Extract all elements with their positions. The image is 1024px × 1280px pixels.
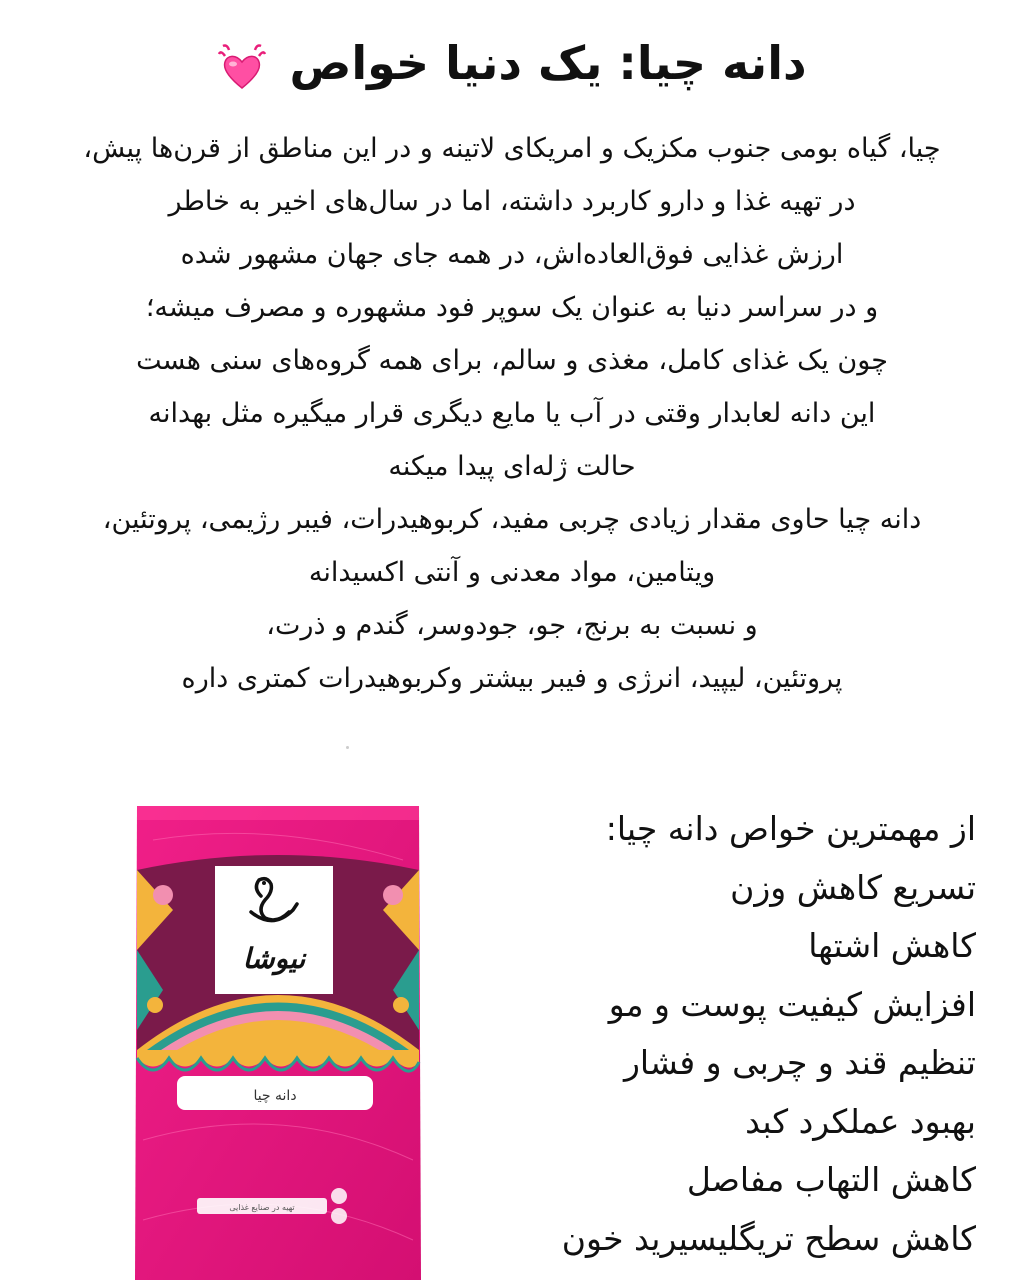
badge-icon xyxy=(331,1208,347,1224)
intro-line: دانه چیا حاوی مقدار زیادی چربی مفید، کربوهیدرات، فیبر رژیمی، پروتئین، xyxy=(102,504,922,535)
small-label: تهیه در صنایع غذایی xyxy=(229,1203,295,1212)
brand-name: نیوشا xyxy=(242,942,306,975)
intro-paragraph xyxy=(12,122,1012,705)
chia-seed-package xyxy=(133,800,423,1280)
title-text: دانه چیا: یک دنیا خواص xyxy=(289,36,807,90)
intro-line: در تهیه غذا و دارو کاربرد داشته، اما در سال‌های اخیر به خاطر xyxy=(168,186,856,217)
intro-line: حالت ژله‌ای پیدا میکنه xyxy=(388,451,636,482)
intro-line: و در سراسر دنیا به عنوان یک سوپر فود مشهوره و مصرف میشه؛ xyxy=(145,292,879,323)
intro-line: این دانه لعابدار وقتی در آب یا مایع دیگری قرار میگیره مثل بهدانه xyxy=(148,398,876,429)
property-item: بهبود عملکرد کبد xyxy=(745,1101,976,1141)
intro-line: چون یک غذای کامل، مغذی و سالم، برای همه گروه‌های سنی هست xyxy=(136,345,888,376)
beating-heart-icon xyxy=(217,42,267,92)
property-item: تنظیم قند و چربی و فشار xyxy=(623,1043,976,1082)
properties-list xyxy=(506,800,976,1268)
badge-icon xyxy=(331,1188,347,1204)
property-item: تسریع کاهش وزن xyxy=(730,867,976,907)
intro-line: ویتامین، مواد معدنی و آنتی اکسیدانه xyxy=(308,557,716,588)
intro-line: پروتئین، لیپید، انرژی و فیبر بیشتر وکربوهیدرات کمتری داره xyxy=(181,663,843,694)
property-item: افزایش کیفیت پوست و مو xyxy=(608,984,976,1024)
intro-line: چیا، گیاه بومی جنوب مکزیک و امریکای لاتینه و در این مناطق از قرن‌ها پیش، xyxy=(83,133,941,164)
intro-line: ارزش غذایی فوق‌العاده‌اش، در همه جای جهان مشهور شده xyxy=(180,239,844,270)
page-title xyxy=(0,28,1024,98)
property-item: کاهش اشتها xyxy=(808,926,976,965)
property-item: کاهش التهاب مفاصل xyxy=(686,1160,976,1199)
product-label: دانه چیا xyxy=(253,1088,297,1104)
property-item: کاهش سطح تریگلیسیرید خون xyxy=(561,1218,976,1258)
intro-line: و نسبت به برنج، جو، جودوسر، گندم و ذرت، xyxy=(266,610,758,641)
stray-dot xyxy=(346,746,349,749)
properties-heading: از مهمترین خواص دانه چیا: xyxy=(605,809,976,848)
